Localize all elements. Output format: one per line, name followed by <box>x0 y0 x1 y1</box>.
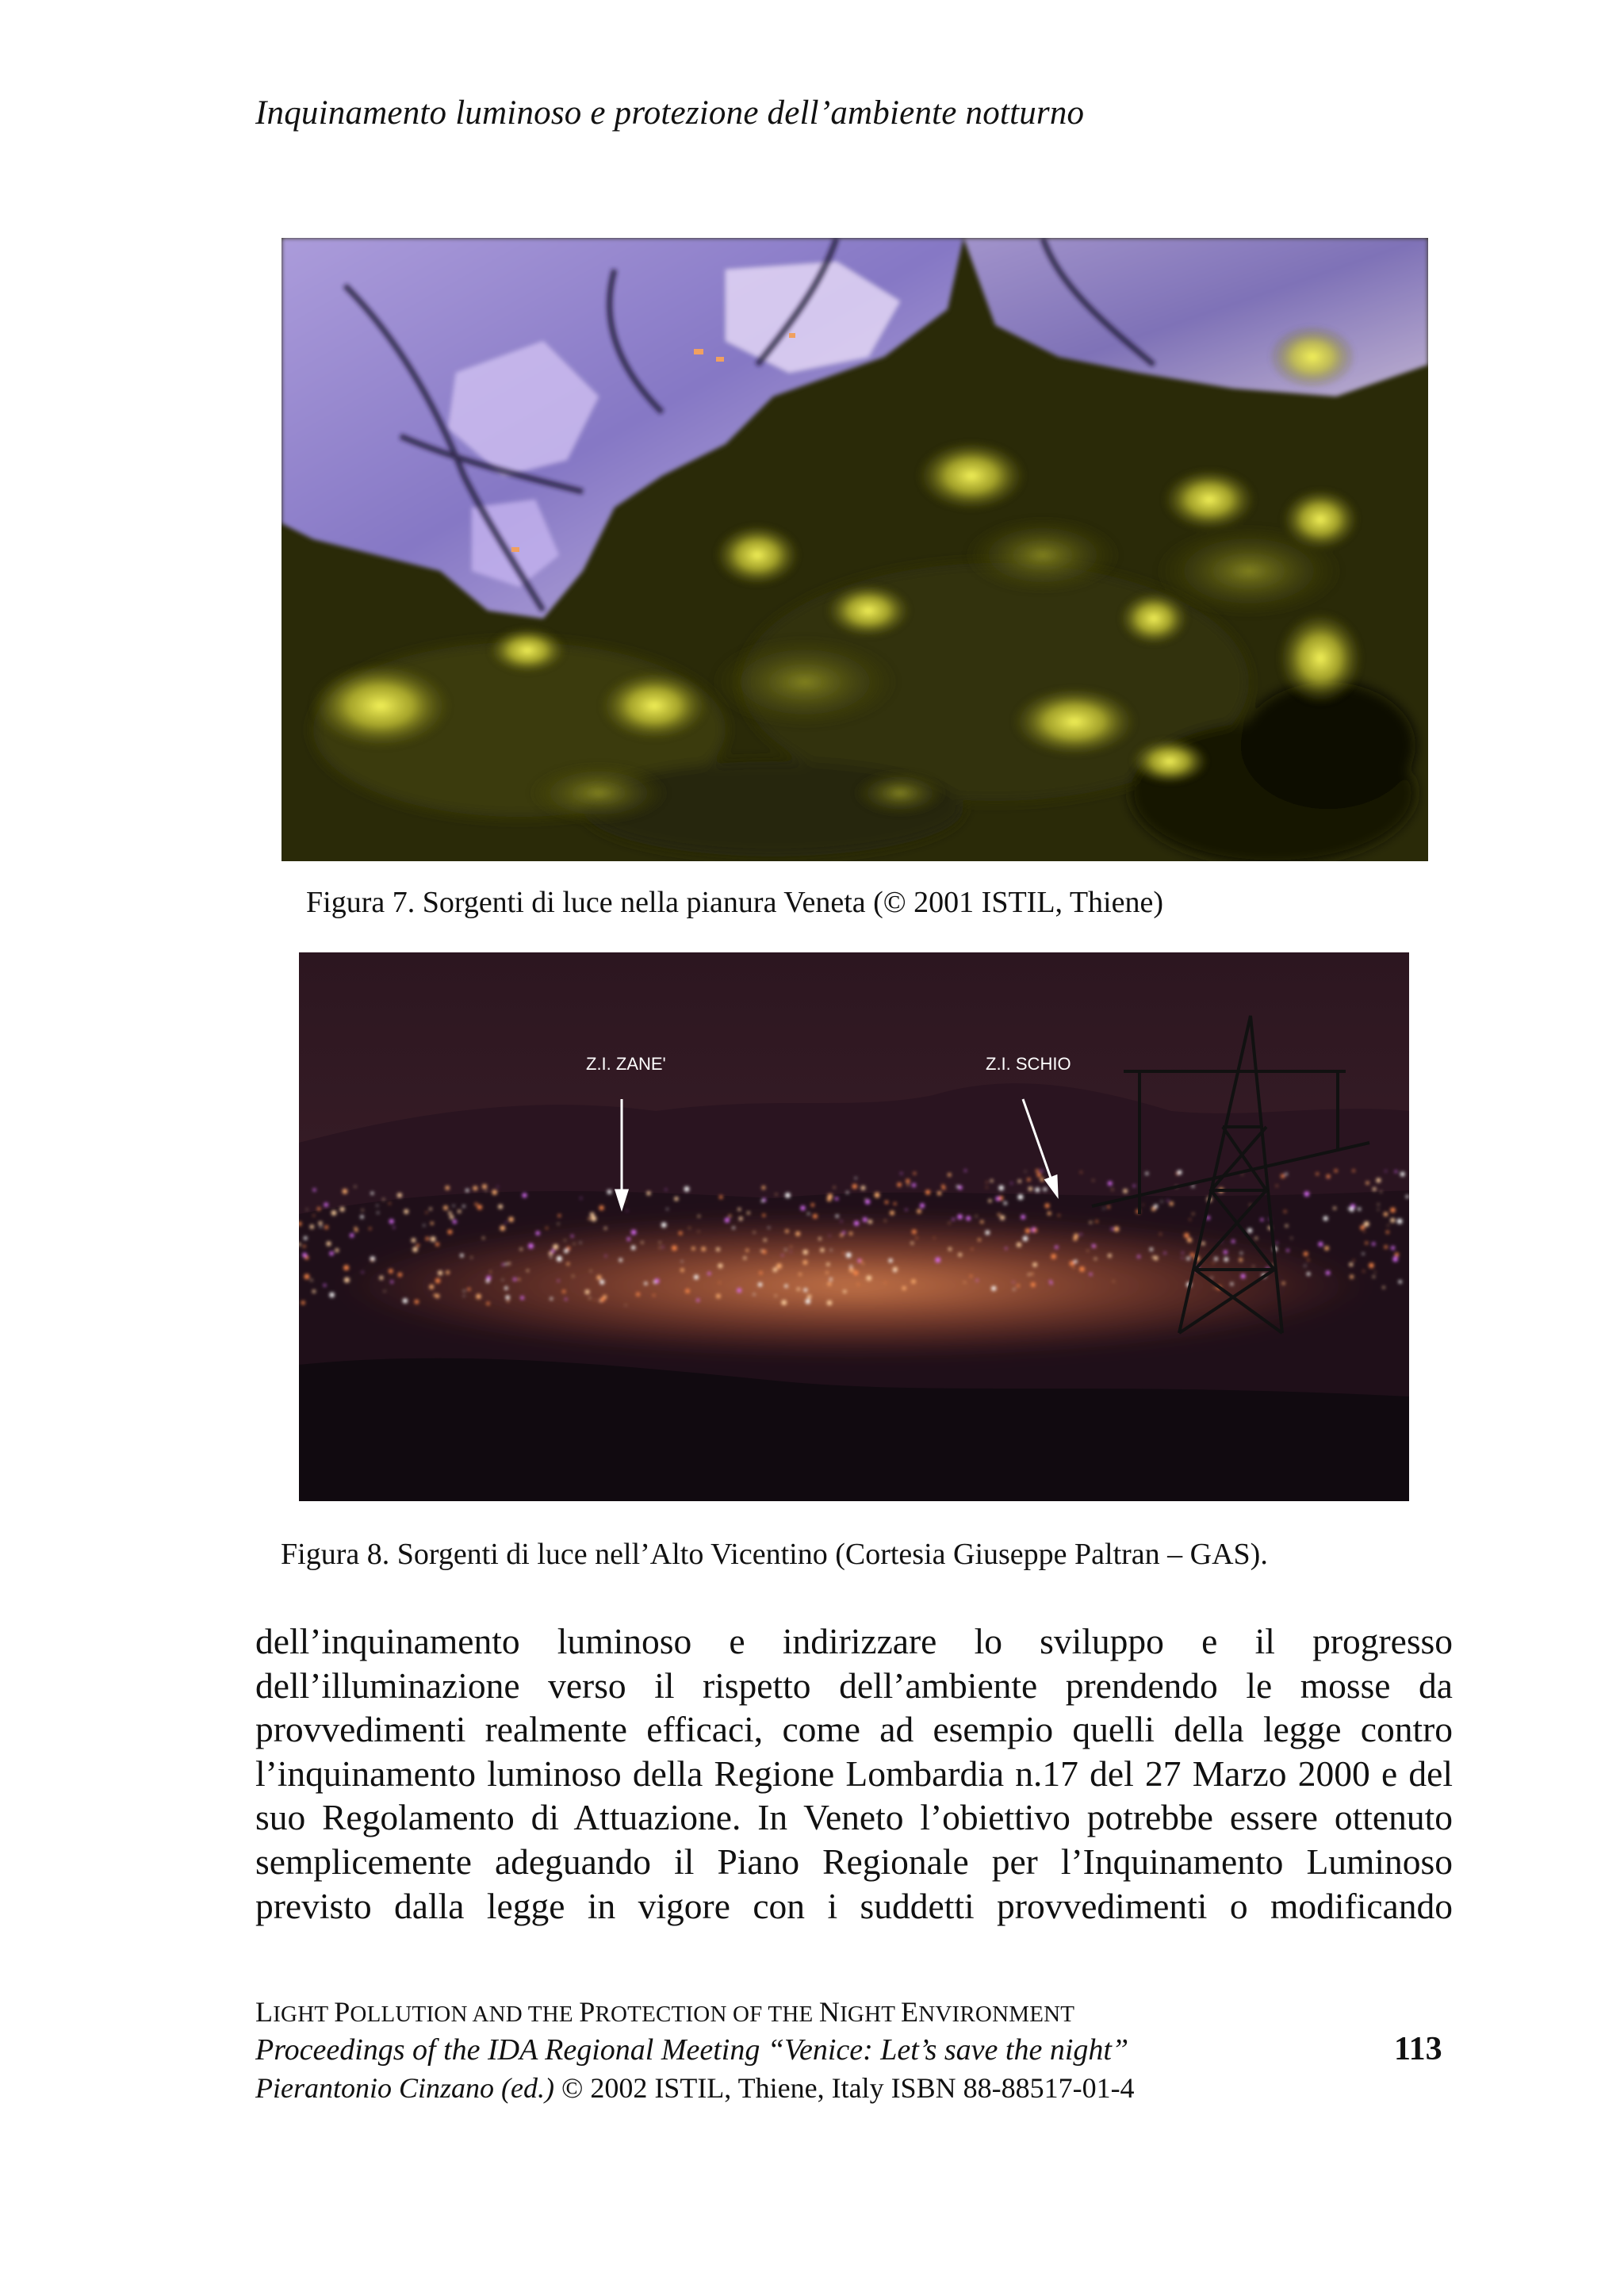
figure-8-night-photo <box>299 952 1409 1501</box>
footer-conference-title: LIGHT POLLUTION AND THE PROTECTION OF THE NIGHT ENVIRONMENT <box>255 1996 1075 2028</box>
page-number: 113 <box>1394 2031 1442 2067</box>
label-zi-schio: Z.I. SCHIO <box>986 1054 1071 1074</box>
night-city-photo-image <box>299 952 1409 1501</box>
body-line: suo Regolamento di Attuazione. In Veneto l’obiettivo potrebbe essere ottenuto <box>255 1797 1453 1838</box>
label-zi-zane: Z.I. ZANE' <box>586 1054 666 1074</box>
body-line: provvedimenti realmente efficaci, come ad esempio quelli della legge contro <box>255 1709 1453 1750</box>
satellite-light-map-image <box>282 238 1428 861</box>
body-line: dell’inquinamento luminoso e indirizzare lo sviluppo e il progresso <box>255 1621 1453 1661</box>
body-line: dell’illuminazione verso il rispetto dell’ambiente prendendo le mosse da <box>255 1665 1453 1706</box>
body-line: l’inquinamento luminoso della Regione Lombardia n.17 del 27 Marzo 2000 e del <box>255 1753 1453 1794</box>
body-line: previsto dalla legge in vigore con i suddetti provvedimenti o modificando <box>255 1885 1453 1926</box>
figure-7-satellite-map <box>282 238 1428 861</box>
body-line: semplicemente adeguando il Piano Regionale per l’Inquinamento Luminoso <box>255 1841 1453 1882</box>
footer-proceedings: Proceedings of the IDA Regional Meeting “Venice: Let’s save the night” <box>255 2033 1129 2067</box>
running-header: Inquinamento luminoso e protezione dell’ambiente notturno <box>255 94 1085 132</box>
figure-7-caption: Figura 7. Sorgenti di luce nella pianura Veneta (© 2001 ISTIL, Thiene) <box>306 886 1163 919</box>
footer-editor-isbn: Pierantonio Cinzano (ed.) © 2002 ISTIL, Thiene, Italy ISBN 88-88517-01-4 <box>255 2072 1135 2104</box>
figure-8-caption: Figura 8. Sorgenti di luce nell’Alto Vicentino (Cortesia Giuseppe Paltran – GAS). <box>281 1538 1268 1571</box>
body-paragraph <box>255 1619 1453 1928</box>
